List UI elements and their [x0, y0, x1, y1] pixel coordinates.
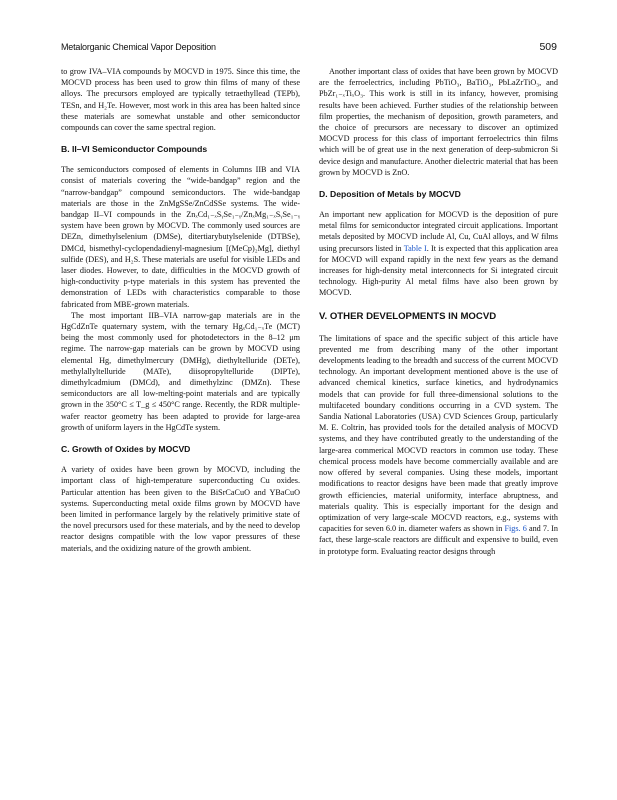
paragraph-d1-text-a: An important new application for MOCVD is the deposition of pure metal films for semiconductor integrated circuit applications. Important metals deposited by MOCVD include Al, Cu, CuAl alloys, and W films using precursors listed in	[319, 210, 558, 253]
page-number: 509	[539, 41, 557, 53]
paragraph-d1	[319, 209, 558, 299]
table-1-link[interactable]: Table I	[403, 243, 427, 253]
paragraph-c2: Another important class of oxides that have been grown by MOCVD are the ferroelectrics, including PbTiO₃, BaTiO₃, PbLaZrTiO₃, and PbZr₁₋ₓTiₓO₃. This work is still in its infancy, however, promising results have been achieved. Further studies of the relationship between film properties, the mechanism of deposition, growth parameters, and the choice of precursors are necessary to discover an optimized MOCVD process for this class of important ferroelectrics thin films which will be of great use in the next generation of deep-submicron Si device design and manufacture. Another dielectric material that has been grown by MOCVD is ZnO.	[319, 67, 558, 177]
paragraph-v1-text-b: and 7. In fact, these large-scale reactors are difficult and expensive to build, even in prototype form. Evaluating reactor designs through	[319, 524, 558, 556]
right-column	[319, 66, 558, 557]
paragraph-b1: The semiconductors composed of elements in Columns IIB and VIA consist of materials covering the “wide-bandgap” region and the “narrow-bandgap” compound semiconductors. The wide-bandgap materials are those in the ZnMgSSe/ZnCdSSe systems. The wide-bandgap II–VI compounds in the ZnₓCd₁₋ₓSᵧSe₁₋ᵧ/ZnₓMg₁₋ₓSᵧSe₁₋ᵧ system have been grown by MOCVD. The commonly used sources are DEZn, dimethylselenium (DMSe), ditertiarybutylselenide (DTBSe), DMCd, bismethyl-cyclopendadienyl-magnesium [(MeCp)₂Mg], diethyl sulfide (DES), and H₂S. These materials are useful for visible LEDs and laser diodes. However, to date, difficulties in the MOCVD growth of high-conductivity p-type materials in this system has prevented the demonstration of LEDs with characteristics comparable to those fabricated from MBE-grown materials.	[61, 165, 300, 309]
running-header	[61, 41, 557, 55]
paragraph-d1-text-b: . It is expected that this application area for MOCVD will expand rapidly in the next few years as the demand increases for high-density metal interconnects for Si integrated circuit technology. High-purity Al metal films have also been grown by MOCVD.	[319, 243, 558, 298]
section-heading-b: B. II–VI Semiconductor Compounds	[61, 144, 208, 155]
paragraph-v1	[319, 333, 558, 557]
paragraph-c1: A variety of oxides have been grown by MOCVD, including the important class of high-temperature superconducting Cu oxides. Particular attention has been given to the BiSrCaCuO and YBaCuO systems. Superconducting metal oxide films grown by MOCVD have been limited in performance largely by the relatively primitive state of the novel precursors used for these materials, and by the need to develop reactor designs compatible with the low vapor pressures of these materials, and the oxidizing nature of the growth ambient.	[61, 465, 300, 553]
paragraph-v1-text-a: The limitations of space and the specific subject of this article have prevented me from describing many of the other important developments leading to the breadth and success of the current MOCVD technology. An important development mentioned above is the use of advanced chemical kinetics, surface kinetics, and hydrodynamics models that can provide for full three-dimensional solutions to the multifaceted boundary conditions occurring in a CVD system. The Sandia National Laboratories (USA) CVD Sciences Group, particularly M. E. Coltrin, has provided tools for the detailed analysis of MOCVD systems, and they have contributed greatly to the understanding of the large-area commerical MOCVD reactors in common use today. These chemical process models have become commercially available and are now offered by several companies. Using these models, important modifications to reactor designs have been made that greatly improve growth efficiencies, material uniformity, interface abruptness, and materials quality. This is especially important for the design and optimization of very large-scale MOCVD reactors, e.g., systems with capacities for seven 6.0 in. diameter wafers as shown in	[319, 333, 558, 534]
figs-6-link[interactable]: Figs. 6	[504, 524, 527, 534]
paragraph-intro: to grow IVA–VIA compounds by MOCVD in 1975. Since this time, the MOCVD process has been used to grow thin films of many of these alloys. The precursors employed are typically tetraethyllead (TEPb), TESn, and H₂Te. However, most work in this area has been halted since these materials are somewhat unstable and other semiconductor compounds can cover the same spectral region.	[61, 67, 300, 133]
section-heading-v: V. OTHER DEVELOPMENTS IN MOCVD	[319, 310, 497, 322]
paragraph-b2: The most important IIB–VIA narrow-gap materials are in the HgCdZnTe quaternary system, with the ternary HgₓCd₁₋ₓTe (MCT) being the most commonly used for photodetectors in the 8–12 μm regime. The narrow-gap materials can be grown by MOCVD using elemental Hg, dimethylmercury (DMHg), diethyltelluride (DETe), methylallyltelluride (MATe), diisopropyltelluride (DIPTe), dimethylcadmium (DMCd), and dimethylzinc (DMZn). These semiconductors are all low-melting-point materials and are typically grown in the 350°C ≤ T_g ≤ 450°C range. Recently, the RDR multiple-wafer reactor geometry has been adapted to provide for large-area growth of uniform layers in the HgCdTe system.	[61, 310, 300, 432]
left-column	[61, 66, 300, 554]
section-heading-d: D. Deposition of Metals by MOCVD	[319, 189, 461, 200]
section-heading-c: C. Growth of Oxides by MOCVD	[61, 444, 191, 455]
running-title: Metalorganic Chemical Vapor Deposition	[61, 42, 216, 52]
